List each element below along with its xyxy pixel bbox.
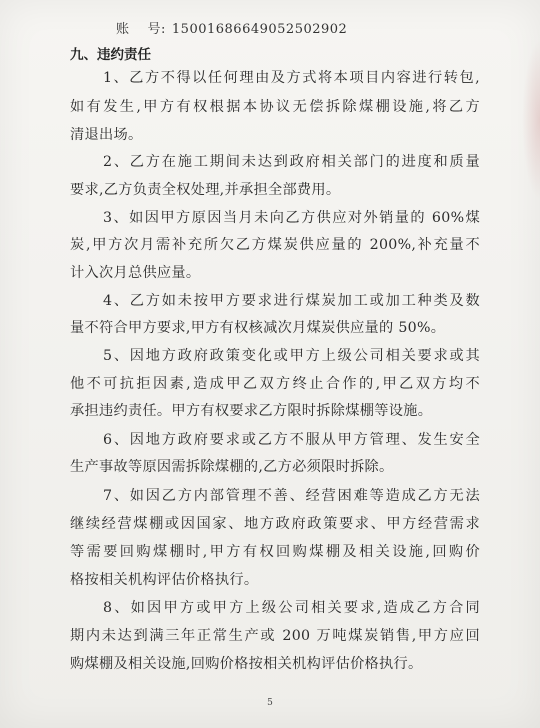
clause-1-line-3: 清退出场。: [70, 127, 143, 143]
clause-2-line-2: 要求,乙方负责全权处理,并承担全部费用。: [70, 182, 341, 198]
clause-7-line-1: 7、如因乙方内部管理不善、经营困难等造成乙方无法: [103, 488, 480, 504]
clause-4-line-1: 4、乙方如未按甲方要求进行煤炭加工或加工种类及数: [103, 293, 480, 309]
clause-1-line-1: 1、乙方不得以任何理由及方式将本项目内容进行转包,: [103, 70, 480, 86]
clause-2-line-1: 2、乙方在施工期间未达到政府相关部门的进度和质量: [103, 154, 480, 170]
account-label-b: 号:: [147, 22, 166, 37]
clause-3-line-2: 炭,甲方次月需补充所欠乙方煤炭供应量的 200%,补充量不: [70, 237, 480, 253]
clause-7-line-2: 继续经营煤棚或因国家、地方政府政策要求、甲方经营需求: [70, 516, 480, 532]
seal-edge-mark: [522, 40, 540, 200]
clause-7-line-3: 等需要回购煤棚时,甲方有权回购煤棚及相关设施,回购价: [70, 544, 480, 560]
clause-3-line-3: 计入次月总供应量。: [70, 265, 201, 281]
account-line: [116, 18, 347, 37]
section-title: 九、违约责任: [70, 47, 151, 63]
clause-6-line-1: 6、因地方政府要求或乙方不服从甲方管理、发生安全: [103, 432, 480, 448]
clause-5-line-1: 5、因地方政府政策变化或甲方上级公司相关要求或其: [103, 348, 480, 364]
clause-7-line-4: 格按相关机构评估价格执行。: [70, 572, 259, 588]
clause-6-line-2: 生产事故等原因需拆除煤棚的,乙方必须限时拆除。: [70, 459, 394, 475]
clause-5-line-3: 承担违约责任。甲方有权要求乙方限时拆除煤棚等设施。: [70, 403, 433, 419]
clause-8-line-1: 8、如因甲方或甲方上级公司相关要求,造成乙方合同: [103, 600, 480, 616]
clause-3-line-1: 3、如因甲方原因当月未向乙方供应对外销量的 60%煤: [103, 210, 480, 226]
clause-8-line-2: 期内未达到满三年正常生产或 200 万吨煤炭销售,甲方应回: [70, 628, 480, 644]
clause-8-line-3: 购煤棚及相关设施,回购价格按相关机构评估价格执行。: [70, 656, 423, 672]
clause-4-line-2: 量不符合甲方要求,甲方有权核减次月煤炭供应量的 50%。: [70, 320, 446, 336]
account-number: 15001686649052502902: [171, 22, 348, 37]
page-number: 5: [267, 698, 273, 708]
account-label-a: 账: [116, 22, 130, 37]
clause-1-line-2: 如有发生,甲方有权根据本协议无偿拆除煤棚设施,将乙方: [70, 99, 480, 115]
clause-5-line-2: 他不可抗拒因素,造成甲乙双方终止合作的,甲乙双方均不: [70, 376, 480, 392]
